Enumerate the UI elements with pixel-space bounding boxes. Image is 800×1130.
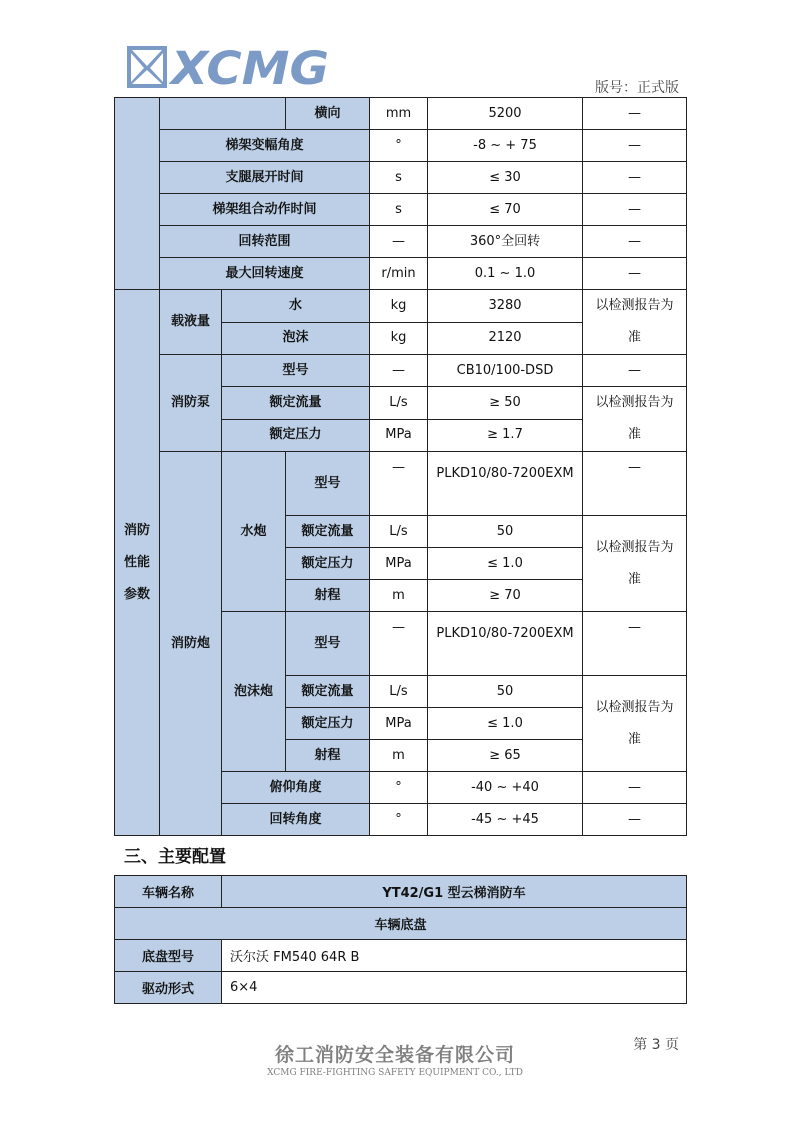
value-cell: CB10/100-DSD [428,355,583,387]
subheader-cell: 车辆底盘 [115,908,687,940]
value-cell: ≥ 50 [428,387,583,420]
value-cell: ≤ 70 [428,194,583,226]
param-cell: 额定流量 [286,516,370,548]
unit-cell: s [370,194,428,226]
unit-cell: — [370,226,428,258]
version-label: 版号：正式版 [595,80,679,96]
unit-cell: kg [370,290,428,323]
table-row [115,355,687,387]
subgroup-liquid: 载液量 [160,290,222,355]
value-cell: 3280 [428,290,583,323]
note-cell: 以检测报告为准 [583,290,687,355]
label-cell: 车辆名称 [115,876,222,908]
note-cell: — [583,130,687,162]
table-row [115,876,687,908]
note-cell: — [583,258,687,290]
value-cell: ≥ 70 [428,580,583,612]
unit-cell: ° [370,130,428,162]
param-cell: 型号 [286,612,370,676]
table-row [115,98,687,130]
unit-cell: MPa [370,419,428,452]
table-row [115,452,687,516]
svg-text:XCMG: XCMG [167,44,329,90]
param-cell: 额定压力 [286,708,370,740]
param-cell: 回转范围 [160,226,370,258]
unit-cell: kg [370,322,428,355]
value-cell: PLKD10/80-7200EXM [428,452,583,516]
param-cell: 横向 [286,98,370,130]
value-cell: -40 ~ +40 [428,772,583,804]
value-cell: ≥ 1.7 [428,419,583,452]
unit-cell: r/min [370,258,428,290]
unit-cell: L/s [370,676,428,708]
value-cell: ≤ 1.0 [428,708,583,740]
unit-cell: m [370,580,428,612]
value-cell: ≥ 65 [428,740,583,772]
table-row [115,972,687,1004]
note-cell: — [583,804,687,836]
note-cell: — [583,162,687,194]
param-cell: 额定压力 [222,419,370,452]
table-row [115,290,687,323]
note-cell: — [583,226,687,258]
value-cell: 360°全回转 [428,226,583,258]
unit-cell: ° [370,804,428,836]
value-cell: -45 ~ +45 [428,804,583,836]
value-cell: 6×4 [222,972,687,1004]
value-cell: 0.1 ~ 1.0 [428,258,583,290]
unit-cell: — [370,452,428,516]
subgroup-monitor: 消防炮 [160,452,222,836]
note-cell: 以检测报告为准 [583,516,687,612]
value-cell: 沃尔沃 FM540 64R B [222,940,687,972]
unit-cell: s [370,162,428,194]
note-cell: — [583,452,687,516]
param-cell: 型号 [286,452,370,516]
blank-cell [160,98,286,130]
note-cell: — [583,355,687,387]
table-row [115,226,687,258]
table-row [115,908,687,940]
param-cell: 回转角度 [222,804,370,836]
table-row [115,194,687,226]
param-cell: 支腿展开时间 [160,162,370,194]
value-cell: 50 [428,516,583,548]
note-cell: — [583,612,687,676]
note-cell: 以检测报告为准 [583,387,687,452]
param-cell: 额定压力 [286,548,370,580]
unit-cell: — [370,612,428,676]
value-cell: ≤ 1.0 [428,548,583,580]
note-cell: — [583,98,687,130]
section-title: 三、主要配置 [124,847,226,867]
param-cell: 额定流量 [222,387,370,420]
xcmg-logo [127,44,332,90]
value-cell: ≤ 30 [428,162,583,194]
value-cell: -8 ~ + 75 [428,130,583,162]
value-cell: PLKD10/80-7200EXM [428,612,583,676]
param-cell: 射程 [286,580,370,612]
group-cell-fire-performance: 消防性能参数 [115,290,160,836]
table-row [115,162,687,194]
unit-cell: — [370,355,428,387]
label-cell: 驱动形式 [115,972,222,1004]
param-cell: 俯仰角度 [222,772,370,804]
spec-table [114,97,687,836]
unit-cell: L/s [370,516,428,548]
value-cell: 2120 [428,322,583,355]
note-cell: — [583,772,687,804]
param-cell: 最大回转速度 [160,258,370,290]
unit-cell: ° [370,772,428,804]
param-cell: 射程 [286,740,370,772]
company-name: 徐工消防安全装备有限公司 [274,1044,515,1066]
param-cell: 泡沫 [222,322,370,355]
config-table [114,875,687,1004]
subgroup-foam-monitor: 泡沫炮 [222,612,286,772]
value-cell: 50 [428,676,583,708]
table-row [115,258,687,290]
param-cell: 梯架变幅角度 [160,130,370,162]
note-cell: 以检测报告为准 [583,676,687,772]
param-cell: 型号 [222,355,370,387]
unit-cell: MPa [370,548,428,580]
table-row [115,130,687,162]
group-cell-continued [115,98,160,290]
value-cell: 5200 [428,98,583,130]
unit-cell: m [370,740,428,772]
param-cell: 梯架组合动作时间 [160,194,370,226]
unit-cell: L/s [370,387,428,420]
subgroup-pump: 消防泵 [160,355,222,452]
param-cell: 额定流量 [286,676,370,708]
label-cell: 底盘型号 [115,940,222,972]
unit-cell: MPa [370,708,428,740]
table-row [115,940,687,972]
param-cell: 水 [222,290,370,323]
subgroup-water-monitor: 水炮 [222,452,286,612]
page-number: 第 3 页 [633,1037,679,1053]
unit-cell: mm [370,98,428,130]
value-cell: YT42/G1 型云梯消防车 [222,876,687,908]
company-name-en: XCMG FIRE-FIGHTING SAFETY EQUIPMENT CO., LTD [267,1068,523,1078]
note-cell: — [583,194,687,226]
